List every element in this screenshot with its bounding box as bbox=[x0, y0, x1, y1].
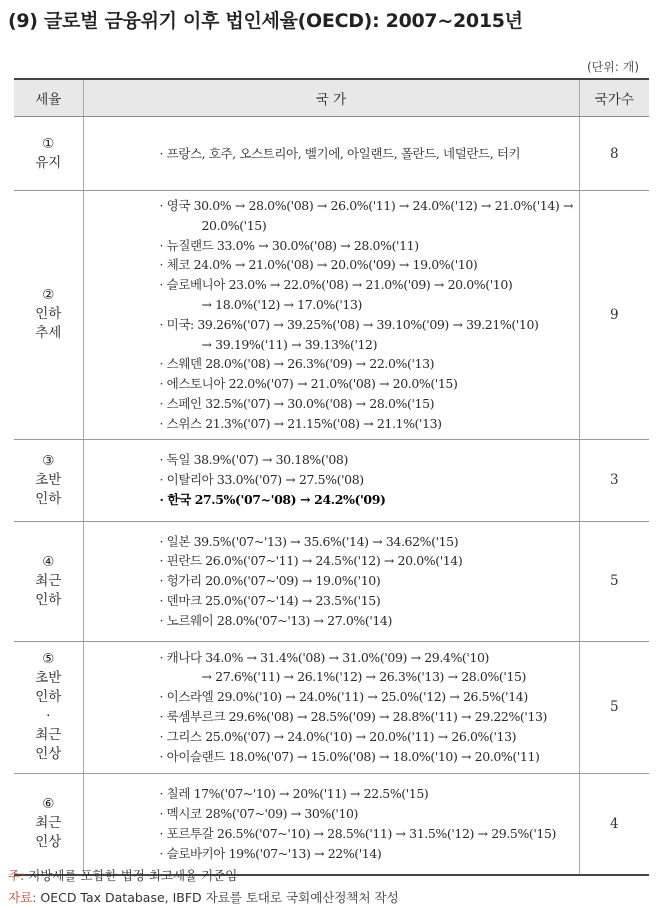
table-header-row bbox=[14, 79, 649, 117]
country-list bbox=[83, 641, 579, 773]
country-line: · 룩셈부르크 29.6%('08) → 28.5%('09) → 28.8%('11) → 29.22%('13) bbox=[159, 709, 548, 725]
category-line: 인상 bbox=[35, 746, 62, 763]
country-list bbox=[83, 773, 579, 875]
country-count: 5 bbox=[579, 521, 649, 641]
country-line: · 포르투갈 26.5%('07~'10) → 28.5%('11) → 31.5%('12) → 29.5%('15) bbox=[159, 825, 557, 841]
category-line: · bbox=[46, 708, 51, 725]
page-title: (9) 글로벌 금융위기 이후 법인세율(OECD): 2007~2015년 bbox=[8, 10, 523, 32]
country-count: 9 bbox=[579, 191, 649, 440]
country-line: · 일본 39.5%('07~'13) → 35.6%('14) → 34.62%('15) bbox=[159, 533, 459, 549]
table-row bbox=[14, 439, 649, 521]
rate-category bbox=[14, 191, 83, 440]
category-line: ⑤ bbox=[42, 651, 55, 668]
table-body bbox=[14, 117, 649, 876]
category-line: 인하 bbox=[35, 490, 62, 507]
country-list bbox=[83, 117, 579, 191]
table-row bbox=[14, 773, 649, 875]
header-count: 국가수 bbox=[579, 79, 649, 117]
tax-rate-table bbox=[14, 78, 649, 876]
country-line: · 멕시코 28%('07~'09) → 30%('10) bbox=[159, 806, 359, 822]
category-line: 인하 bbox=[35, 306, 62, 323]
country-line-continued: → 18.0%('12) → 17.0%('13) bbox=[201, 296, 362, 312]
country-line: · 스위스 21.3%('07) → 21.15%('08) → 21.1%('13) bbox=[159, 415, 442, 431]
country-line: · 미국: 39.26%('07) → 39.25%('08) → 39.10%('09) → 39.21%('10) bbox=[159, 316, 539, 332]
country-line: · 에스토니아 22.0%('07) → 21.0%('08) → 20.0%('15) bbox=[159, 376, 458, 392]
category-line: 최근 bbox=[35, 727, 62, 744]
category-line: 최근 bbox=[35, 815, 62, 832]
header-rate: 세율 bbox=[14, 79, 83, 117]
country-line-continued: → 39.19%('11) → 39.13%('12) bbox=[201, 336, 378, 352]
unit-label: (단위: 개) bbox=[587, 60, 639, 74]
table-row bbox=[14, 641, 649, 773]
category-line: 최근 bbox=[35, 572, 62, 589]
source-label: 자료: bbox=[8, 890, 37, 905]
category-line: 인상 bbox=[35, 834, 62, 851]
table-row bbox=[14, 521, 649, 641]
footnote bbox=[8, 866, 237, 884]
category-line: 초반 bbox=[35, 471, 62, 488]
country-line: · 노르웨이 28.0%('07~'13) → 27.0%('14) bbox=[159, 612, 392, 628]
category-line: ④ bbox=[42, 553, 55, 570]
category-line: ② bbox=[42, 287, 55, 304]
country-line: · 프랑스, 호주, 오스트리아, 벨기에, 아일랜드, 폴란드, 네덜란드, 터키 bbox=[159, 145, 521, 161]
country-line: · 한국 27.5%('07~'08) → 24.2%('09) bbox=[159, 491, 386, 507]
rate-category bbox=[14, 117, 83, 191]
category-line: 인하 bbox=[35, 689, 62, 706]
country-line: · 스페인 32.5%('07) → 30.0%('08) → 28.0%('15) bbox=[159, 395, 435, 411]
country-line: · 영국 30.0% → 28.0%('08) → 26.0%('11) → 24.0%('12) → 21.0%('14) → bbox=[159, 198, 574, 213]
rate-category bbox=[14, 773, 83, 875]
country-line: · 슬로베니아 23.0% → 22.0%('08) → 21.0%('09) → 20.0%('10) bbox=[159, 277, 513, 293]
country-line: · 캐나다 34.0% → 31.4%('08) → 31.0%('09) → 29.4%('10) bbox=[159, 649, 490, 665]
rate-category bbox=[14, 641, 83, 773]
source-note bbox=[8, 888, 399, 906]
country-line: · 뉴질랜드 33.0% → 30.0%('08) → 28.0%('11) bbox=[159, 237, 419, 253]
category-line: 초반 bbox=[35, 670, 62, 687]
country-line: · 이스라엘 29.0%('10) → 24.0%('11) → 25.0%('12) → 26.5%('14) bbox=[159, 689, 528, 705]
country-line: · 스웨덴 28.0%('08) → 26.3%('09) → 22.0%('13) bbox=[159, 356, 435, 372]
country-line: · 헝가리 20.0%('07~'09) → 19.0%('10) bbox=[159, 573, 381, 589]
country-count: 5 bbox=[579, 641, 649, 773]
category-line: 인하 bbox=[35, 591, 62, 608]
header-country: 국 가 bbox=[83, 79, 579, 117]
source-text: OECD Tax Database, IBFD 자료를 토대로 국회예산정책처 작성 bbox=[40, 890, 399, 905]
country-count: 4 bbox=[579, 773, 649, 875]
category-line: 유지 bbox=[35, 154, 62, 171]
country-line: · 칠레 17%('07~'10) → 20%('11) → 22.5%('15) bbox=[159, 786, 429, 802]
footnote-text: 지방세를 포함한 법정 최고세율 기준임 bbox=[28, 868, 238, 883]
country-list bbox=[83, 521, 579, 641]
country-line: · 슬로바키아 19%('07~'13) → 22%('14) bbox=[159, 845, 382, 861]
country-line: · 이탈리아 33.0%('07) → 27.5%('08) bbox=[159, 472, 364, 488]
category-line: ⑥ bbox=[42, 796, 55, 813]
category-line: ① bbox=[42, 135, 55, 152]
table-row bbox=[14, 117, 649, 191]
footnote-label: 주: bbox=[8, 868, 25, 883]
category-line: 추세 bbox=[35, 325, 62, 342]
rate-category bbox=[14, 439, 83, 521]
country-list bbox=[83, 439, 579, 521]
category-line: ③ bbox=[42, 452, 55, 469]
rate-category bbox=[14, 521, 83, 641]
country-count: 8 bbox=[579, 117, 649, 191]
country-line: · 그리스 25.0%('07) → 24.0%('10) → 20.0%('11) → 26.0%('13) bbox=[159, 728, 517, 744]
country-line: · 핀란드 26.0%('07~'11) → 24.5%('12) → 20.0%('14) bbox=[159, 553, 463, 569]
country-line: · 체코 24.0% → 21.0%('08) → 20.0%('09) → 19.0%('10) bbox=[159, 257, 478, 273]
country-line: · 덴마크 25.0%('07~'14) → 23.5%('15) bbox=[159, 592, 381, 608]
country-list bbox=[83, 191, 579, 440]
country-line: · 독일 38.9%('07) → 30.18%('08) bbox=[159, 452, 348, 468]
table-row bbox=[14, 191, 649, 440]
country-line-continued: 20.0%('15) bbox=[201, 217, 267, 233]
country-line-continued: → 27.6%('11) → 26.1%('12) → 26.3%('13) → 28.0%('15) bbox=[201, 669, 527, 685]
country-line: · 아이슬랜드 18.0%('07) → 15.0%('08) → 18.0%('10) → 20.0%('11) bbox=[159, 748, 540, 764]
country-count: 3 bbox=[579, 439, 649, 521]
